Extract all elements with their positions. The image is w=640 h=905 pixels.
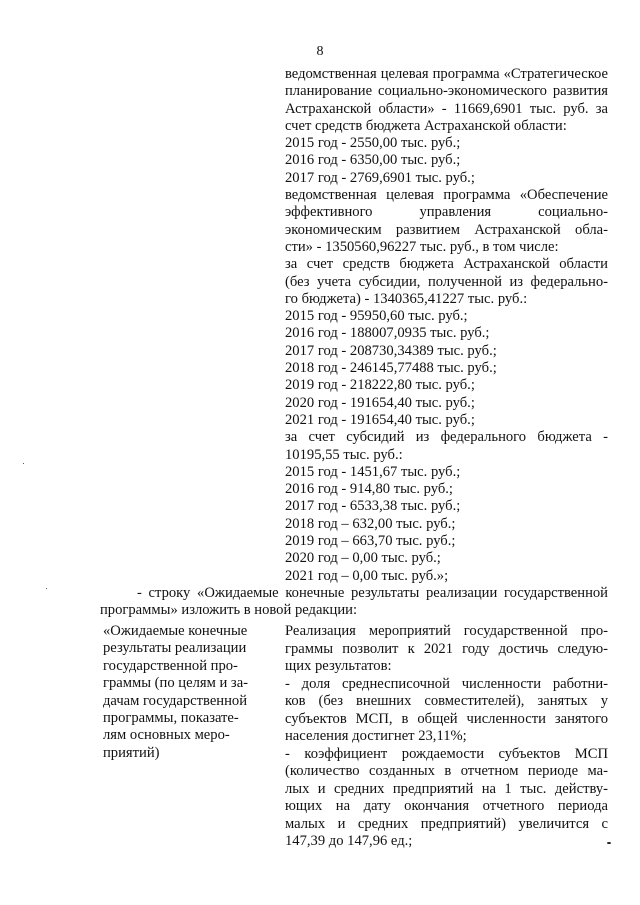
text-line: 2021 год – 0,00 тыс. руб.»;: [285, 567, 449, 584]
cell-text-line: населения достигнет 23,11%;: [285, 728, 467, 744]
text-line: го бюджета) - 1340365,41227 тыс. руб.:: [285, 290, 528, 307]
text-line: 2019 год – 663,70 тыс. руб.;: [285, 533, 456, 550]
cell-text-line: Реализация мероприятий государственной про-: [285, 623, 608, 639]
cell-text-line: программы, показате-: [103, 710, 239, 727]
text-line: 2021 год - 191654,40 тыс. руб.;: [285, 411, 475, 428]
cell-text-line: дачам государственной: [103, 692, 248, 709]
cell-text-line: субъектов МСП, в общей численности занятого: [285, 710, 608, 727]
text-line: ведомственная целевая программа «Обеспечение: [285, 187, 608, 204]
scan-speck: [23, 463, 24, 464]
page-number: 8: [316, 44, 324, 59]
text-line: 2019 год - 218222,80 тыс. руб.;: [285, 377, 475, 394]
instruction-line: программы» изложить в новой редакции:: [100, 602, 358, 618]
cell-text-line: государственной про-: [103, 657, 238, 674]
text-line: 2015 год - 2550,00 тыс. руб.;: [285, 135, 461, 152]
cell-text-line: «Ожидаемые конечные: [103, 623, 248, 639]
table-row-header-cell: [103, 623, 263, 762]
table-row-value-cell: [285, 623, 608, 851]
cell-text-line: (количество созданных в отчетном периоде ма-: [285, 763, 608, 779]
text-line: 2017 год - 6533,38 тыс. руб.;: [285, 498, 461, 515]
cell-text-line: лых и средних предприятий на 1 тыс. действу-: [285, 780, 608, 797]
cell-text-line: лям основных меро-: [103, 727, 230, 744]
cell-text-line: 147,39 до 147,96 ед.;: [285, 833, 413, 849]
text-line: счет средств бюджета Астраханской области:: [285, 117, 567, 134]
scan-speck: [607, 842, 611, 844]
text-line: экономическим развитием Астраханской обла-: [285, 221, 608, 238]
instruction-line: - строку «Ожидаемые конечные результаты реализации государственной: [137, 585, 608, 601]
text-line: эффективного управления социально-: [285, 204, 608, 221]
text-line: за счет субсидий из федерального бюджета -: [285, 429, 608, 446]
scan-speck: [46, 588, 47, 589]
text-line: планирование социально-экономического развития: [285, 83, 608, 100]
text-line: 2015 год - 1451,67 тыс. руб.;: [285, 463, 461, 480]
text-line: 2015 год - 95950,60 тыс. руб.;: [285, 308, 468, 325]
text-line: 2020 год - 191654,40 тыс. руб.;: [285, 394, 475, 411]
text-line: сти» - 1350560,96227 тыс. руб., в том числе:: [285, 238, 559, 255]
cell-text-line: граммы (по целям и за-: [103, 675, 249, 692]
program-funding-text: [285, 66, 608, 585]
text-line: 2016 год - 914,80 тыс. руб.;: [285, 481, 453, 498]
text-line: 10195,55 тыс. руб.:: [285, 446, 403, 463]
text-line: (без учета субсидии, полученной из федерально-: [285, 273, 608, 290]
cell-text-line: приятий): [103, 744, 160, 761]
cell-text-line: - доля среднесписочной численности работни-: [285, 675, 608, 692]
text-line: 2018 год – 632,00 тыс. руб.;: [285, 515, 456, 532]
text-line: 2018 год - 246145,77488 тыс. руб.;: [285, 360, 497, 377]
cell-text-line: ков (без внешних совместителей), занятых у: [285, 693, 608, 709]
cell-text-line: граммы позволит к 2021 году достичь следую-: [285, 640, 608, 657]
text-line: 2017 год - 208730,34389 тыс. руб.;: [285, 342, 497, 359]
text-line: 2017 год - 2769,6901 тыс. руб.;: [285, 169, 475, 186]
text-line: 2020 год – 0,00 тыс. руб.;: [285, 550, 441, 567]
cell-text-line: ющих на дату окончания отчетного периода: [285, 798, 608, 814]
cell-text-line: щих результатов:: [285, 658, 392, 674]
cell-text-line: малых и средних предприятий) увеличится с: [285, 815, 608, 832]
text-line: 2016 год - 188007,0935 тыс. руб.;: [285, 325, 490, 342]
text-line: ведомственная целевая программа «Стратегическое: [285, 66, 608, 82]
cell-text-line: результаты реализации: [103, 640, 247, 657]
text-line: Астраханской области» - 11669,6901 тыс. руб. за: [285, 100, 608, 117]
text-line: за счет средств бюджета Астраханской области: [285, 256, 608, 273]
text-line: 2016 год - 6350,00 тыс. руб.;: [285, 152, 461, 169]
cell-text-line: - коэффициент рождаемости субъектов МСП: [285, 745, 608, 762]
